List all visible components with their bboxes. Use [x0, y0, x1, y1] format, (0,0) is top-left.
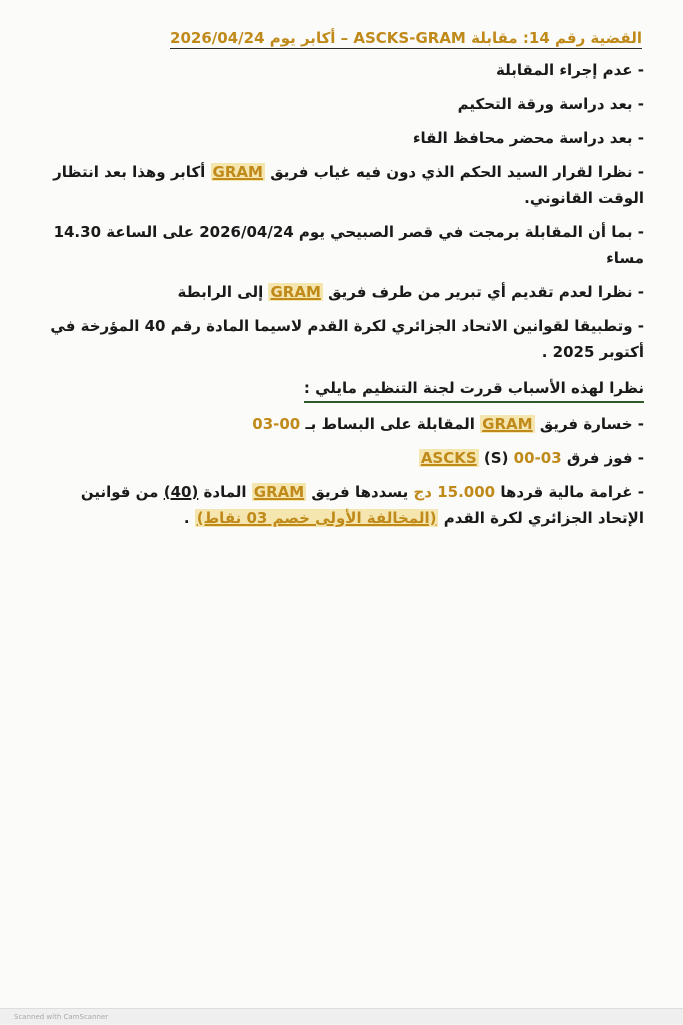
- item-regulation: [30, 313, 644, 365]
- item-text: - غرامة مالية قردها: [500, 483, 644, 501]
- item-text: - بما أن المقابلة برمجت في قصر الصبيحي يوم 2026/04/24 على الساعة 14.30 مساء: [54, 223, 644, 267]
- team-ascks-label: ASCKS: [419, 449, 479, 467]
- item-text: - بعد دراسة محضر محافظ القاء: [413, 129, 644, 147]
- decision-heading: نظرا لهذه الأسباب قررت لجنة التنظيم مايلي :: [304, 375, 644, 403]
- item-text: .: [184, 509, 190, 527]
- document-body: [30, 28, 644, 531]
- decision-win: [30, 445, 644, 471]
- team-gram-label: GRAM: [211, 163, 265, 181]
- item-no-justification: [30, 279, 644, 305]
- article-number: (40): [164, 483, 199, 501]
- team-gram-label: GRAM: [480, 415, 534, 433]
- item-referee-sheet: [30, 91, 644, 117]
- decision-heading-row: [30, 375, 644, 403]
- decision-fine: [30, 479, 644, 531]
- item-text: - وتطبيقا لقوانين الاتحاد الجزائري لكرة القدم لاسيما المادة رقم 40 المؤرخة في أكتوبر 2025 .: [50, 317, 644, 361]
- score-label: 00-03: [514, 449, 562, 467]
- item-referee-decision: [30, 159, 644, 211]
- item-no-match: [30, 57, 644, 83]
- item-commissioner-report: [30, 125, 644, 151]
- footer-text: Scanned with CamScanner: [14, 1013, 108, 1021]
- item-text: المادة: [204, 483, 247, 501]
- item-text: - بعد دراسة ورقة التحكيم: [458, 95, 644, 113]
- case-title: القضية رقم 14: مقابلة ASCKS-GRAM – أكابر يوم 2026/04/24: [170, 29, 642, 49]
- item-text: أكابر وهذا بعد انتظار الوقت القانوني.: [53, 163, 644, 207]
- item-text: (S): [484, 449, 509, 467]
- item-text: إلى الرابطة: [177, 283, 263, 301]
- item-text: - عدم إجراء المقابلة: [496, 61, 644, 79]
- fine-note: (المخالفة الأولى خصم 03 نقاط): [195, 509, 439, 527]
- item-text: يسددها فريق: [311, 483, 408, 501]
- score-label: 00-03: [252, 415, 300, 433]
- scanner-watermark: [0, 1008, 683, 1024]
- fine-amount: 15.000 دج: [413, 483, 495, 501]
- team-gram-label: GRAM: [252, 483, 306, 501]
- item-text: - فوز فرق: [567, 449, 644, 467]
- item-scheduled: [30, 219, 644, 271]
- item-text: - خسارة فريق: [540, 415, 644, 433]
- item-text: - نظرا لعدم تقديم أي تبرير من طرف فريق: [328, 283, 644, 301]
- item-text: - نظرا لقرار السيد الحكم الذي دون فيه غياب فريق: [270, 163, 644, 181]
- decision-loss: [30, 411, 644, 437]
- item-text: من قوانين الإتحاد الجزائري لكرة القدم: [81, 483, 644, 527]
- item-text: المقابلة على البساط بـ: [305, 415, 474, 433]
- team-gram-label: GRAM: [268, 283, 322, 301]
